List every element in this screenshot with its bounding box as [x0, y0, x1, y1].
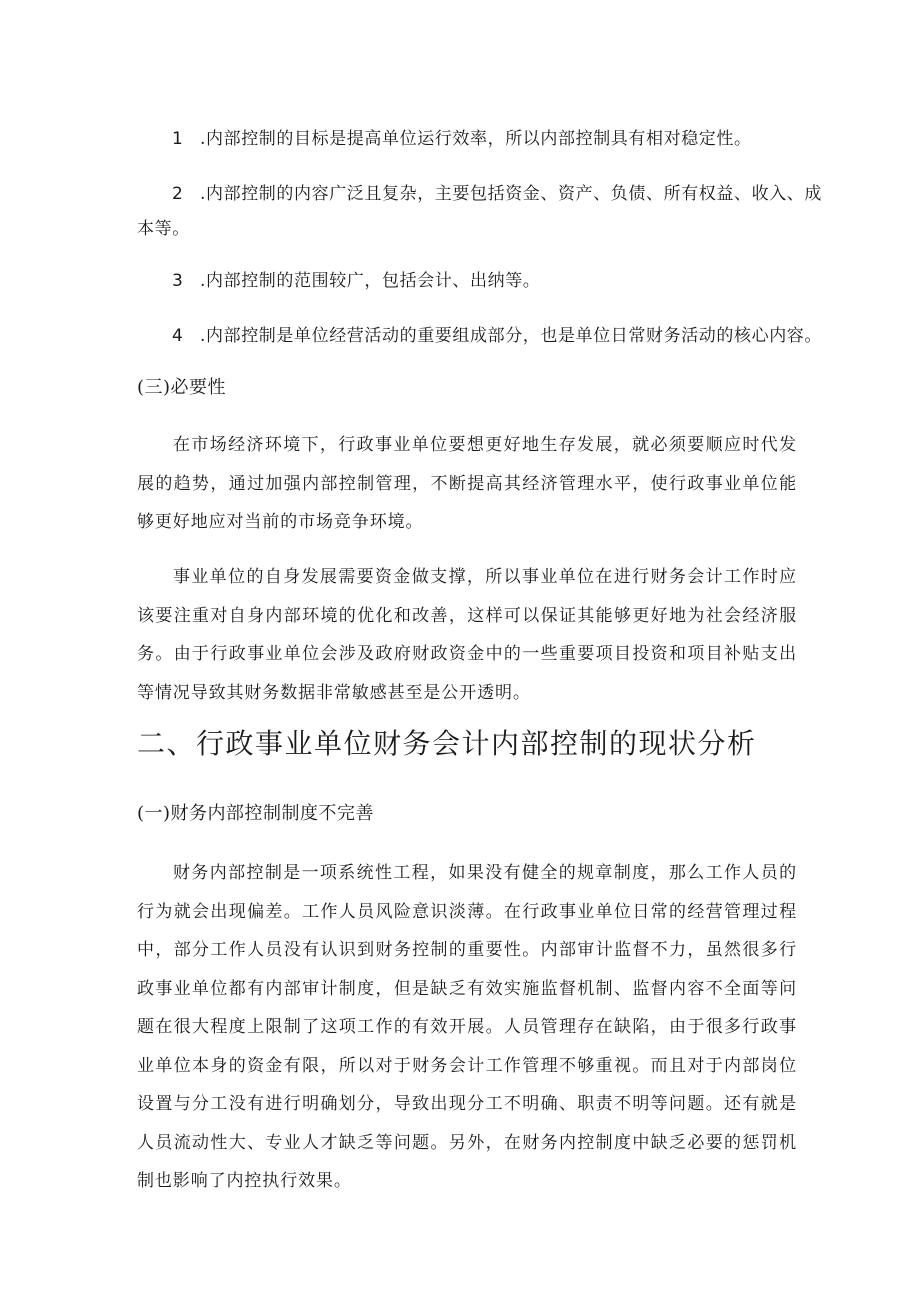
- list-item-1: [172, 124, 752, 149]
- heading-level-2: 二、行政事业单位财务会计内部控制的现状分析: [137, 727, 757, 760]
- paragraph-text: 在市场经济环境下，行政事业单位要想更好地生存发展，就必须要顺应时代发展的趋势，通过加强内部控制管理，不断提高其经济管理水平，使行政事业单位能够更好地应对当前的市场竞争环境。: [137, 435, 797, 532]
- list-item-2-continuation: 本等。: [137, 219, 190, 239]
- list-item-2: [172, 179, 822, 204]
- section-title-deficiency: (一)财务内部控制制度不完善: [137, 803, 375, 824]
- paragraph-text: 财务内部控制是一项系统性工程，如果没有健全的规章制度，那么工作人员的行为就会出现偏差。工作人员风险意识淡薄。在行政事业单位日常的经营管理过程中，部分工作人员没有认识到财务控制的重要性。内部审计监督不力，虽然很多行政事业单位都有内部审计制度，但是缺乏有效实施监督机制、监督内容不全面等问题在很大程度上限制了这项工作的有效开展。人员管理存在缺陷，由于很多行政事业单位本身的资金有限，所以对于财务会计工作管理不够重视。而且对于内部岗位设置与分工没有进行明确划分，导致出现分工不明确、职责不明等问题。还有就是人员流动性大、专业人才缺乏等问题。另外，在财务内控制度中缺乏必要的惩罚机制也影响了内控执行效果。: [137, 863, 797, 1191]
- list-number: 4: [172, 326, 184, 346]
- list-number: 1: [172, 129, 184, 149]
- list-number: 3: [172, 271, 184, 291]
- list-text: .内部控制的目标是提高单位运行效率，所以内部控制具有相对稳定性。: [200, 129, 752, 149]
- paragraph-text: 事业单位的自身发展需要资金做支撑，所以事业单位在进行财务会计工作时应该要注重对自身内部环境的优化和改善，这样可以保证其能够更好地为社会经济服务。由于行政事业单位会涉及政府财政资金中的一些重要项目投资和项目补贴支出等情况导致其财务数据非常敏感甚至是公开透明。: [137, 567, 797, 703]
- list-text: .内部控制的内容广泛且复杂，主要包括资金、资产、负债、所有权益、收入、成: [200, 184, 823, 204]
- list-text: .内部控制的范围较广，包括会计、出纳等。: [200, 271, 541, 291]
- paragraph: [137, 854, 797, 1201]
- list-number: 2: [172, 184, 184, 204]
- list-text: .内部控制是单位经营活动的重要组成部分，也是单位日常财务活动的核心内容。: [200, 326, 823, 346]
- paragraph: [137, 426, 797, 542]
- list-item-4: [172, 321, 822, 346]
- list-item-3: [172, 266, 540, 291]
- paragraph: [137, 558, 797, 712]
- section-title-necessity: (三)必要性: [137, 377, 227, 398]
